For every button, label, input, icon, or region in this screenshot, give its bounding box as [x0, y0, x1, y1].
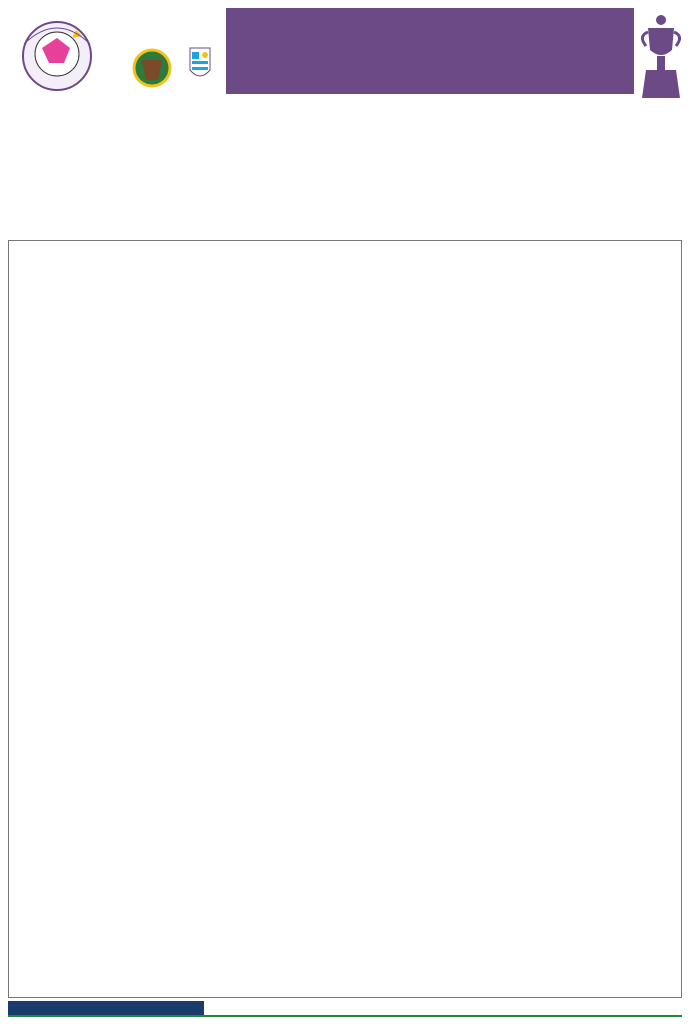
schedule-table	[8, 240, 682, 998]
header-banner	[226, 8, 634, 94]
logos	[12, 8, 222, 100]
department-label	[8, 1001, 204, 1015]
trophy-icon	[636, 12, 686, 102]
tournament-logo-icon	[12, 8, 222, 100]
footer-rule	[8, 1015, 682, 1017]
footer	[8, 1001, 682, 1017]
header	[0, 0, 690, 100]
